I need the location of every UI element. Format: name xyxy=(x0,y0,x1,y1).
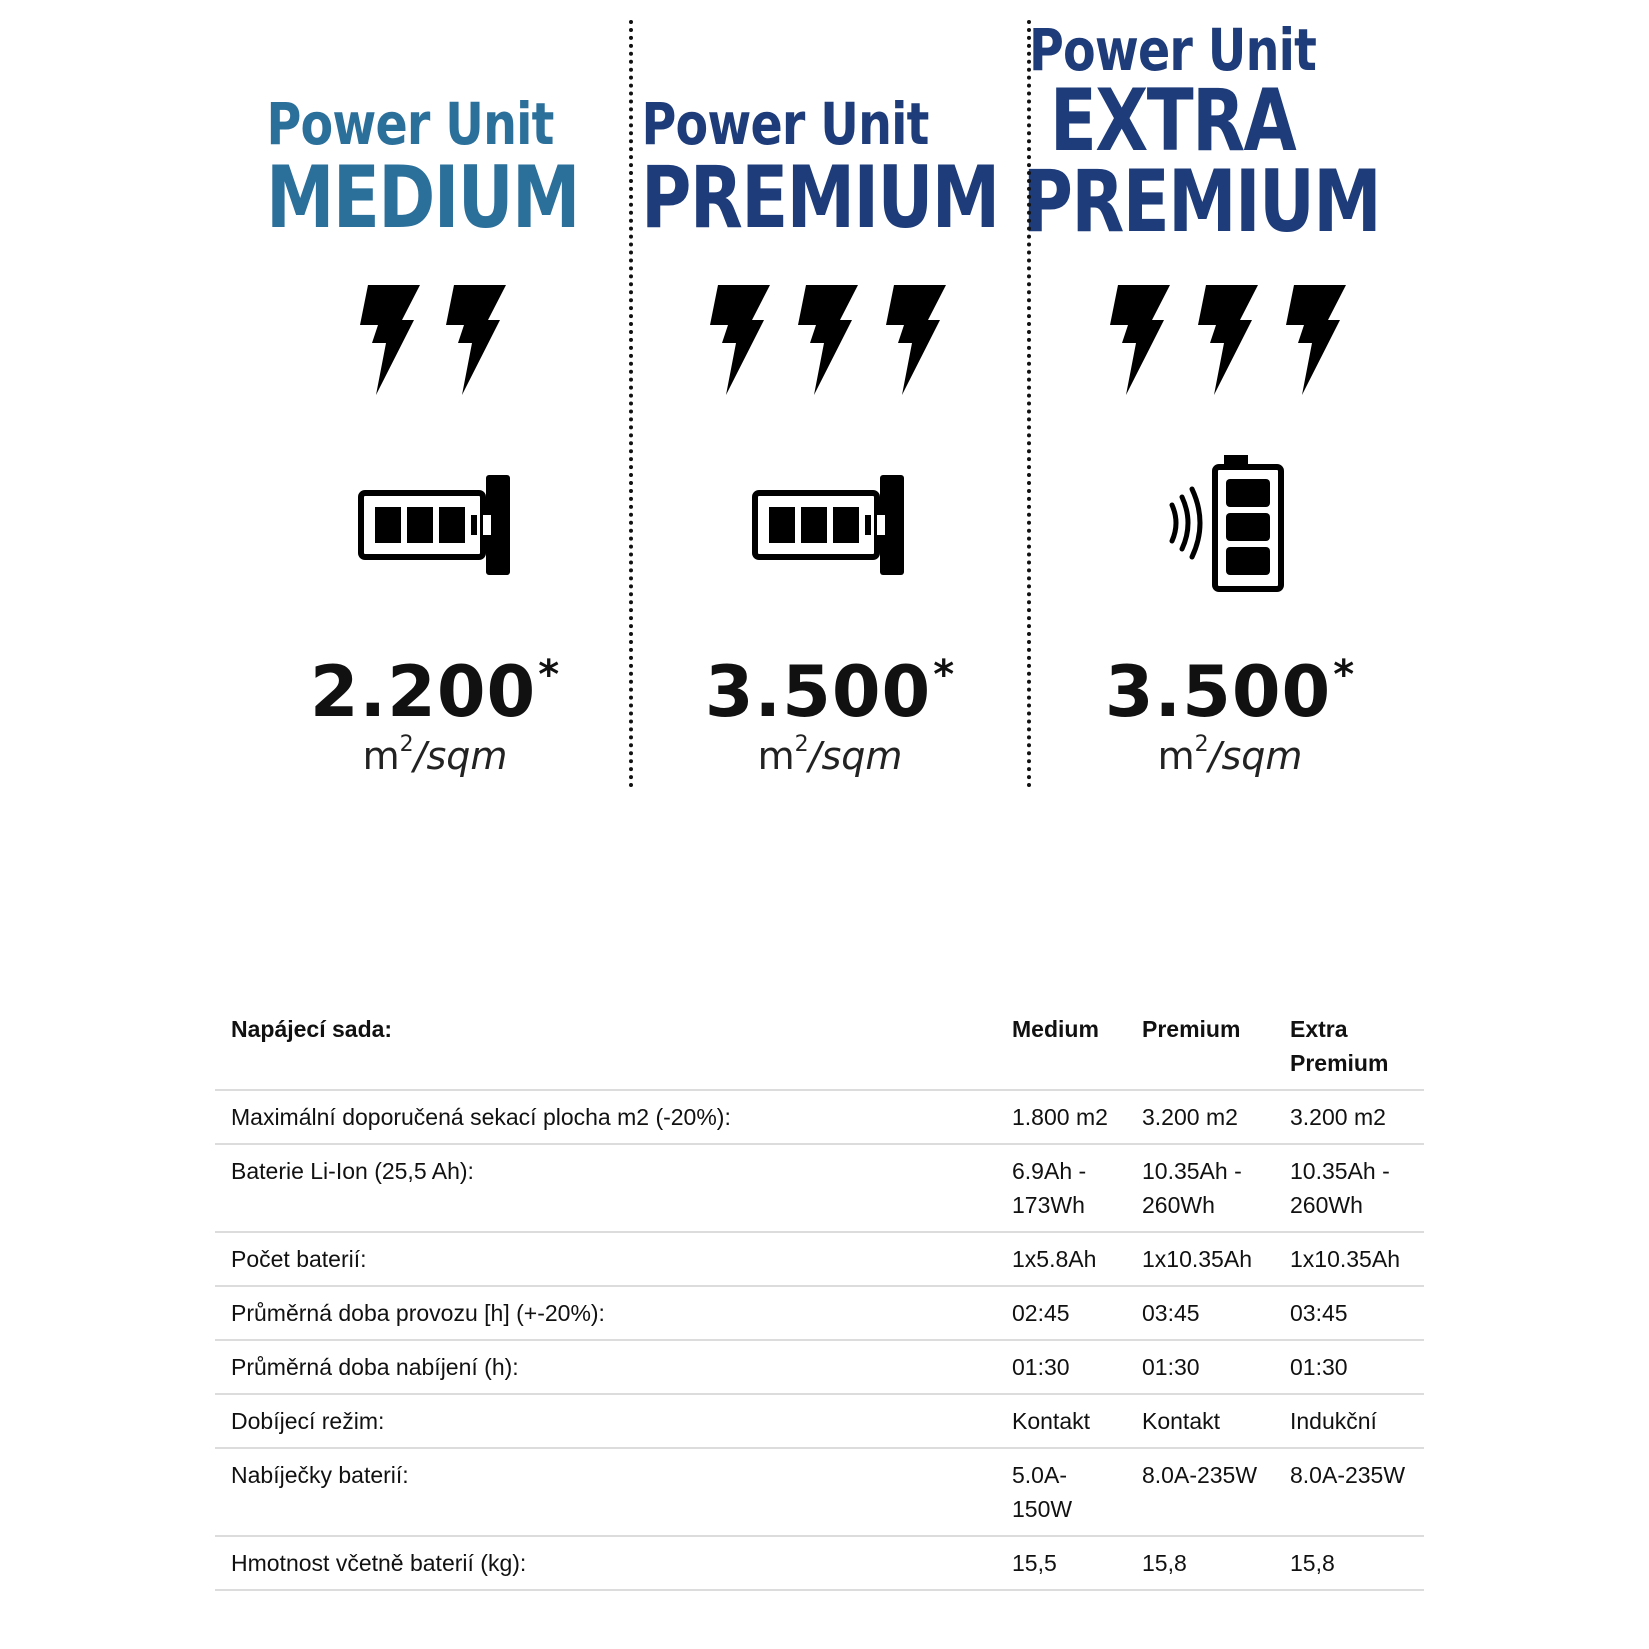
table-cell: 8.0A-235W xyxy=(1142,1462,1258,1488)
product-title-small: Power Unit xyxy=(641,90,929,158)
lightning-bolt-icon xyxy=(1110,285,1170,395)
lightning-bolt-icon xyxy=(710,285,770,395)
battery-horizontal-icon xyxy=(752,475,907,575)
table-cell: 3.200 m2 xyxy=(1142,1104,1238,1130)
table-row xyxy=(215,1144,1424,1232)
table-cell: Průměrná doba provozu [h] (+-20%): xyxy=(231,1300,605,1326)
product-title-big-line2: PREMIUM xyxy=(1022,152,1381,252)
coverage-area-unit: $m^2$/sqm xyxy=(362,732,508,778)
table-header-medium: Medium xyxy=(1012,1016,1099,1042)
table-cell: Baterie Li-Ion (25,5 Ah): xyxy=(231,1158,474,1184)
table-cell: 1.800 m2 xyxy=(1012,1104,1108,1130)
table-cell: 8.0A-235W xyxy=(1290,1462,1406,1488)
table-cell: 3.200 m2 xyxy=(1290,1104,1386,1130)
table-cell: 15,8 xyxy=(1142,1550,1187,1576)
table-cell: Dobíjecí režim: xyxy=(231,1408,385,1434)
table-row xyxy=(215,1394,1424,1448)
power-level-icon-premium xyxy=(700,285,960,395)
table-row xyxy=(215,1286,1424,1340)
table-cell: Indukční xyxy=(1290,1408,1377,1434)
product-title-big: PREMIUM xyxy=(641,148,999,248)
table-cell: 1x5.8Ah xyxy=(1012,1246,1097,1272)
table-cell: 1x10.35Ah xyxy=(1290,1246,1400,1272)
coverage-area-value: 2.200* xyxy=(309,651,561,733)
table-cell: 15,5 xyxy=(1012,1550,1057,1576)
table-cell: 6.9Ah - 173Wh xyxy=(1012,1158,1087,1218)
power-level-icon-medium xyxy=(350,285,520,395)
table-cell: 15,8 xyxy=(1290,1550,1335,1576)
table-cell: 01:30 xyxy=(1012,1354,1070,1380)
table-cell: 1x10.35Ah xyxy=(1142,1246,1252,1272)
specification-table xyxy=(215,1003,1424,1591)
table-cell: 01:30 xyxy=(1290,1354,1348,1380)
table-cell: 10.35Ah - 260Wh xyxy=(1290,1158,1390,1218)
lightning-bolt-icon xyxy=(360,285,420,395)
wireless-charging-battery-icon xyxy=(1160,455,1300,595)
column-divider xyxy=(1027,20,1031,788)
table-cell: Kontakt xyxy=(1012,1408,1090,1434)
table-cell: 10.35Ah - 260Wh xyxy=(1142,1158,1242,1218)
table-header-premium: Premium xyxy=(1142,1016,1241,1042)
table-cell: Nabíječky baterií: xyxy=(231,1462,409,1488)
table-cell: Hmotnost včetně baterií (kg): xyxy=(231,1550,527,1576)
table-cell: 5.0A-150W xyxy=(1012,1462,1073,1522)
product-title-small: Power Unit xyxy=(266,90,554,158)
power-level-icon-extra-premium xyxy=(1100,285,1360,395)
lightning-bolt-icon xyxy=(446,285,506,395)
table-cell: 01:30 xyxy=(1142,1354,1200,1380)
product-column-medium xyxy=(230,90,590,248)
coverage-area-value: 3.500* xyxy=(704,651,956,733)
table-row xyxy=(215,1090,1424,1144)
column-divider xyxy=(629,20,633,788)
table-row xyxy=(215,1232,1424,1286)
table-header-row xyxy=(215,1003,1424,1090)
product-title-big-line1: EXTRA xyxy=(1049,71,1296,171)
table-row xyxy=(215,1340,1424,1394)
table-cell: 03:45 xyxy=(1142,1300,1200,1326)
table-cell: 02:45 xyxy=(1012,1300,1070,1326)
table-cell: Počet baterií: xyxy=(231,1246,367,1272)
table-cell: Maximální doporučená sekací plocha m2 (-20%): xyxy=(231,1104,731,1130)
coverage-area-value: 3.500* xyxy=(1104,651,1356,733)
table-cell: Kontakt xyxy=(1142,1408,1220,1434)
product-column-premium xyxy=(605,90,999,248)
table-header-extra-premium: Extra Premium xyxy=(1290,1016,1389,1076)
lightning-bolt-icon xyxy=(1198,285,1258,395)
product-title-big: MEDIUM xyxy=(266,148,579,248)
lightning-bolt-icon xyxy=(798,285,858,395)
table-cell: 03:45 xyxy=(1290,1300,1348,1326)
product-column-extra-premium xyxy=(985,16,1381,252)
lightning-bolt-icon xyxy=(1286,285,1346,395)
coverage-area-unit: $m^2$/sqm xyxy=(757,732,903,778)
table-row xyxy=(215,1536,1424,1590)
table-row xyxy=(215,1448,1424,1536)
lightning-bolt-icon xyxy=(886,285,946,395)
product-title-small: Power Unit xyxy=(1028,16,1317,84)
table-header-label: Napájecí sada: xyxy=(231,1016,393,1042)
table-cell: Průměrná doba nabíjení (h): xyxy=(231,1354,519,1380)
coverage-area-unit: $m^2$/sqm xyxy=(1157,732,1303,778)
battery-horizontal-icon xyxy=(358,475,513,575)
